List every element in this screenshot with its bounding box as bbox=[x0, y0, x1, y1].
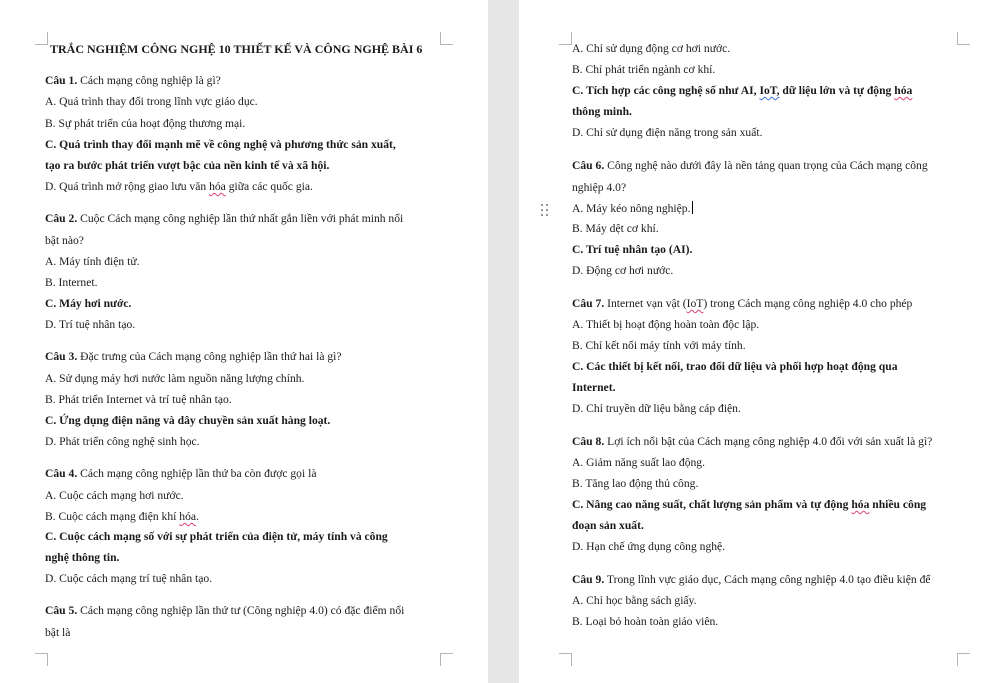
document-page-right[interactable] bbox=[519, 0, 1007, 683]
question-label: Câu 6. bbox=[572, 159, 605, 172]
answer-b: B. Sự phát triển của hoạt động thương mại. bbox=[45, 117, 246, 130]
question-2 bbox=[45, 212, 403, 226]
question-3 bbox=[45, 350, 342, 364]
answer-d: D. Chỉ sử dụng điện năng trong sản xuất. bbox=[572, 126, 763, 139]
answer-d: D. Cuộc cách mạng trí tuệ nhân tạo. bbox=[45, 572, 213, 585]
answer-a: A. Thiết bị hoạt động hoàn toàn độc lập. bbox=[572, 318, 760, 331]
answer-a: A. Chỉ sử dụng động cơ hơi nước. bbox=[572, 42, 731, 55]
answer-a: A. Giảm năng suất lao động. bbox=[572, 456, 705, 469]
answer-c-correct: C. Cuộc cách mạng số với sự phát triển của điện tử, máy tính và công bbox=[45, 530, 388, 543]
question-label: Câu 3. bbox=[45, 350, 78, 363]
answer-c-correct: C. Trí tuệ nhân tạo (AI). bbox=[572, 243, 693, 256]
question-text: Cách mạng công nghiệp lần thứ tư (Công nghiệp 4.0) có đặc điểm nổi bbox=[77, 604, 405, 617]
question-7 bbox=[572, 297, 912, 311]
question-label: Câu 1. bbox=[45, 74, 78, 87]
question-label: Câu 5. bbox=[45, 604, 78, 617]
document-title: TRẮC NGHIỆM CÔNG NGHỆ 10 THIẾT KẾ VÀ CÔNG NGHỆ BÀI 6 bbox=[50, 42, 423, 56]
answer-c-correct-cont: thông minh. bbox=[572, 105, 632, 118]
question-6-cont: nghiệp 4.0? bbox=[572, 181, 627, 194]
question-1 bbox=[45, 74, 221, 88]
answer-b: B. Phát triển Internet và trí tuệ nhân tạo. bbox=[45, 393, 232, 406]
margin-corner-mark bbox=[440, 653, 453, 666]
answer-text: C. Nâng cao năng suất, chất lượng sản phẩm và tự động bbox=[572, 498, 852, 511]
answer-a: A. Sử dụng máy hơi nước làm nguồn năng lượng chính. bbox=[45, 372, 305, 385]
answer-text: dữ liệu lớn và tự động bbox=[779, 84, 895, 97]
answer-a: A. Cuộc cách mạng hơi nước. bbox=[45, 489, 184, 502]
answer-b bbox=[45, 510, 199, 524]
question-label: Câu 2. bbox=[45, 212, 78, 225]
answer-d: D. Chỉ truyền dữ liệu bằng cáp điện. bbox=[572, 402, 741, 415]
answer-b: B. Chỉ phát triển ngành cơ khí. bbox=[572, 63, 716, 76]
question-text: Cuộc Cách mạng công nghiệp lần thứ nhất gắn liền với phát minh nổi bbox=[77, 212, 404, 225]
answer-c-correct-cont: đoạn sản xuất. bbox=[572, 519, 644, 532]
margin-corner-mark bbox=[957, 653, 970, 666]
question-2-cont: bật nào? bbox=[45, 234, 84, 247]
document-page-left[interactable] bbox=[0, 0, 488, 683]
margin-corner-mark bbox=[957, 32, 970, 45]
answer-c-correct: C. Ứng dụng điện năng và dây chuyền sản xuất hàng loạt. bbox=[45, 414, 331, 427]
answer-a: A. Quá trình thay đổi trong lĩnh vực giáo dục. bbox=[45, 95, 258, 108]
spelling-mark[interactable]: hóa bbox=[851, 498, 870, 511]
grammar-mark[interactable]: IoT, bbox=[759, 84, 780, 97]
answer-c-correct-cont: tạo ra bước phát triển vượt bậc của nền kinh tế và xã hội. bbox=[45, 159, 330, 172]
answer-c-correct: C. Các thiết bị kết nối, trao đổi dữ liệu và phối hợp hoạt động qua bbox=[572, 360, 898, 373]
spelling-mark[interactable]: IoT bbox=[686, 297, 704, 310]
question-label: Câu 8. bbox=[572, 435, 605, 448]
question-text: Internet vạn vật ( bbox=[604, 297, 687, 310]
answer-c-correct bbox=[572, 498, 926, 512]
question-6 bbox=[572, 159, 928, 173]
question-8 bbox=[572, 435, 932, 449]
answer-b: B. Internet. bbox=[45, 276, 98, 289]
question-text: ) trong Cách mạng công nghiệp 4.0 cho phép bbox=[703, 297, 913, 310]
answer-c-correct-cont: nghệ thông tin. bbox=[45, 551, 120, 564]
question-text: Công nghệ nào dưới đây là nền tảng quan trọng của Cách mạng công bbox=[604, 159, 928, 172]
question-label: Câu 7. bbox=[572, 297, 605, 310]
question-text: Đặc trưng của Cách mạng công nghiệp lần thứ hai là gì? bbox=[77, 350, 342, 363]
answer-text: giữa các quốc gia. bbox=[225, 180, 313, 193]
answer-b: B. Loại bỏ hoàn toàn giáo viên. bbox=[572, 615, 719, 628]
answer-a: A. Chỉ học bằng sách giấy. bbox=[572, 594, 697, 607]
spelling-mark[interactable]: hóa bbox=[209, 180, 226, 193]
answer-text: C. Tích hợp các công nghệ số như AI, bbox=[572, 84, 760, 97]
answer-text: A. Máy kéo nông nghiệp. bbox=[572, 202, 691, 215]
question-text: Lợi ích nổi bật của Cách mạng công nghiệp 4.0 đối với sản xuất là gì? bbox=[604, 435, 933, 448]
answer-text: nhiều công bbox=[869, 498, 927, 511]
text-cursor bbox=[692, 201, 693, 214]
answer-d: D. Động cơ hơi nước. bbox=[572, 264, 674, 277]
question-label: Câu 9. bbox=[572, 573, 605, 586]
paragraph-drag-handle-icon[interactable] bbox=[541, 204, 549, 218]
answer-text: B. Cuộc cách mạng điện khí bbox=[45, 510, 180, 523]
answer-b: B. Máy dệt cơ khí. bbox=[572, 222, 659, 235]
margin-corner-mark bbox=[35, 32, 48, 45]
spelling-mark[interactable]: hóa bbox=[179, 510, 197, 523]
margin-corner-mark bbox=[559, 32, 572, 45]
margin-corner-mark bbox=[559, 653, 572, 666]
answer-text: . bbox=[196, 510, 199, 523]
answer-d: D. Phát triển công nghệ sinh học. bbox=[45, 435, 200, 448]
answer-b: B. Chỉ kết nối máy tính với máy tính. bbox=[572, 339, 746, 352]
margin-corner-mark bbox=[440, 32, 453, 45]
question-5 bbox=[45, 604, 404, 618]
question-text: Cách mạng công nghiệp lần thứ ba còn được gọi là bbox=[77, 467, 317, 480]
question-label: Câu 4. bbox=[45, 467, 78, 480]
answer-text: D. Quá trình mở rộng giao lưu văn bbox=[45, 180, 210, 193]
question-5-cont: bật là bbox=[45, 626, 71, 639]
question-4 bbox=[45, 467, 316, 481]
answer-b: B. Tăng lao động thủ công. bbox=[572, 477, 699, 490]
answer-d: D. Hạn chế ứng dụng công nghệ. bbox=[572, 540, 726, 553]
answer-a: A. Máy tính điện tử. bbox=[45, 255, 140, 268]
answer-d: D. Trí tuệ nhân tạo. bbox=[45, 318, 136, 331]
answer-c-correct bbox=[572, 84, 912, 98]
answer-c-correct-cont: Internet. bbox=[572, 381, 616, 394]
answer-c-correct: C. Quá trình thay đổi mạnh mẽ về công nghệ và phương thức sản xuất, bbox=[45, 138, 396, 151]
spelling-mark[interactable]: hóa bbox=[894, 84, 913, 97]
answer-a[interactable] bbox=[572, 201, 693, 216]
answer-c-correct: C. Máy hơi nước. bbox=[45, 297, 132, 310]
answer-d bbox=[45, 180, 313, 194]
question-text: Trong lĩnh vực giáo dục, Cách mạng công nghiệp 4.0 tạo điều kiện để bbox=[604, 573, 931, 586]
margin-corner-mark bbox=[35, 653, 48, 666]
question-9 bbox=[572, 573, 931, 587]
question-text: Cách mạng công nghiệp là gì? bbox=[77, 74, 221, 87]
